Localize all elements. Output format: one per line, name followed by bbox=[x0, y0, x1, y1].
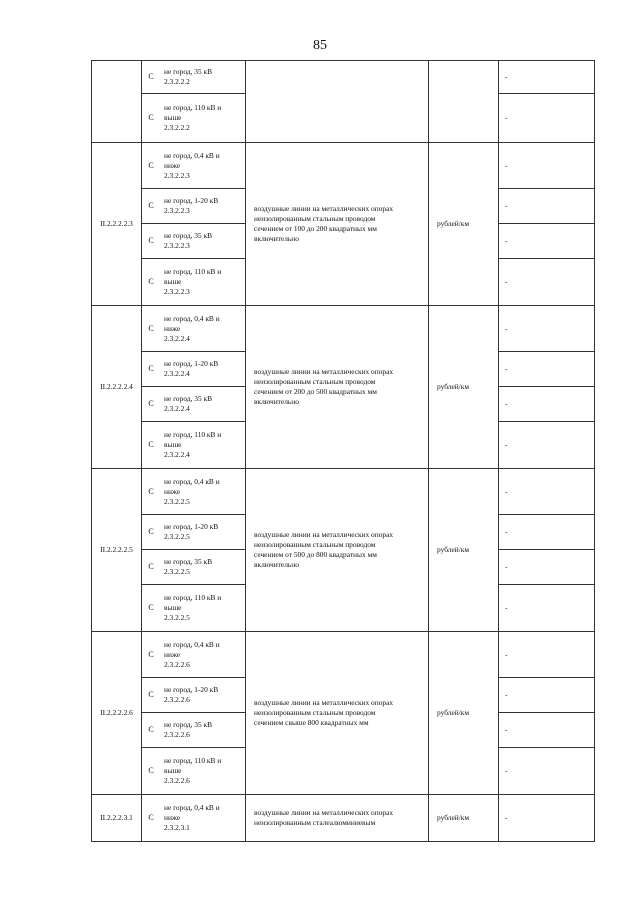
subtype-label: не город, 35 кВ 2.3.2.2.4 bbox=[164, 394, 213, 413]
subtype-letter: С bbox=[148, 725, 154, 734]
subtype-label: не город, 1-20 кВ 2.3.2.2.5 bbox=[164, 522, 219, 541]
unit-cell: рублей/км bbox=[429, 306, 499, 469]
code-cell: II.2.2.2.2.6 bbox=[92, 632, 142, 795]
value-cell: - bbox=[499, 795, 595, 842]
subtype-label: не город, 35 кВ 2.3.2.2.5 bbox=[164, 557, 213, 576]
value-cell: - bbox=[499, 422, 595, 469]
subtype-cell bbox=[142, 469, 246, 515]
subtype-letter: С bbox=[148, 766, 154, 775]
subtype-cell bbox=[142, 352, 246, 387]
subtype-cell bbox=[142, 795, 246, 842]
code-cell: II.2.2.2.2.5 bbox=[92, 469, 142, 632]
value-cell: - bbox=[499, 387, 595, 422]
table-row bbox=[92, 795, 595, 842]
subtype-letter: С bbox=[148, 527, 154, 536]
subtype-label: не город, 0,4 кВ и ниже 2.3.2.2.4 bbox=[164, 313, 220, 343]
subtype-letter: С bbox=[148, 603, 154, 612]
value-cell: - bbox=[499, 678, 595, 713]
subtype-label: не город, 1-20 кВ 2.3.2.2.4 bbox=[164, 359, 219, 378]
value-cell: - bbox=[499, 143, 595, 189]
subtype-label: не город, 0,4 кВ и ниже 2.3.2.2.5 bbox=[164, 476, 220, 506]
subtype-cell bbox=[142, 189, 246, 224]
value-cell: - bbox=[499, 259, 595, 306]
subtype-letter: С bbox=[148, 201, 154, 210]
description-cell: воздушные линии на металлических опорах неизолированным сталеалюминиевым bbox=[246, 795, 429, 842]
subtype-label: не город, 110 кВ и выше 2.3.2.2.2 bbox=[164, 103, 222, 132]
code-cell: II.2.2.2.2.3 bbox=[92, 143, 142, 306]
value-cell: - bbox=[499, 352, 595, 387]
subtype-letter: С bbox=[148, 277, 154, 286]
page-number: 85 bbox=[313, 38, 327, 53]
value-cell: - bbox=[499, 189, 595, 224]
subtype-label: не город, 35 кВ 2.3.2.2.6 bbox=[164, 720, 213, 739]
value-cell: - bbox=[499, 61, 595, 94]
value-cell: - bbox=[499, 306, 595, 352]
value-cell: - bbox=[499, 224, 595, 259]
subtype-letter: С bbox=[148, 399, 154, 408]
description-cell: воздушные линии на металлических опорах неизолированным стальным проводом сечением от 200 до 500 квадратных мм включительно bbox=[246, 306, 429, 469]
subtype-letter: С bbox=[148, 364, 154, 373]
code-cell bbox=[92, 61, 142, 143]
description-cell: воздушные линии на металлических опорах неизолированным стальным проводом сечением свыше 800 квадратных мм bbox=[246, 632, 429, 795]
tariff-table bbox=[91, 60, 595, 842]
subtype-cell bbox=[142, 515, 246, 550]
subtype-letter: С bbox=[148, 236, 154, 245]
subtype-cell bbox=[142, 422, 246, 469]
subtype-label: не город, 110 кВ и выше 2.3.2.2.6 bbox=[164, 756, 222, 785]
value-cell: - bbox=[499, 515, 595, 550]
subtype-cell bbox=[142, 713, 246, 748]
value-cell: - bbox=[499, 550, 595, 585]
unit-cell bbox=[429, 61, 499, 143]
subtype-label: не город, 110 кВ и выше 2.3.2.2.4 bbox=[164, 430, 222, 459]
unit-cell: рублей/км bbox=[429, 469, 499, 632]
subtype-cell bbox=[142, 387, 246, 422]
subtype-label: не город, 35 кВ 2.3.2.2.2 bbox=[164, 67, 213, 86]
description-cell: воздушные линии на металлических опорах неизолированным стальным проводом сечением от 500 до 800 квадратных мм включительно bbox=[246, 469, 429, 632]
subtype-cell bbox=[142, 224, 246, 259]
subtype-cell bbox=[142, 143, 246, 189]
subtype-label: не город, 0,4 кВ и ниже 2.3.2.2.3 bbox=[164, 150, 220, 180]
subtype-letter: С bbox=[148, 440, 154, 449]
table-row bbox=[92, 61, 595, 94]
subtype-label: не город, 35 кВ 2.3.2.2.3 bbox=[164, 231, 213, 250]
subtype-label: не город, 0,4 кВ и ниже 2.3.2.3.1 bbox=[164, 803, 220, 832]
subtype-cell bbox=[142, 61, 246, 94]
value-cell: - bbox=[499, 469, 595, 515]
table-row bbox=[92, 469, 595, 515]
table-row bbox=[92, 143, 595, 189]
subtype-cell bbox=[142, 678, 246, 713]
subtype-letter: С bbox=[148, 72, 154, 81]
value-cell: - bbox=[499, 585, 595, 632]
subtype-cell bbox=[142, 550, 246, 585]
value-cell: - bbox=[499, 632, 595, 678]
value-cell: - bbox=[499, 713, 595, 748]
subtype-cell bbox=[142, 94, 246, 143]
subtype-label: не город, 1-20 кВ 2.3.2.2.6 bbox=[164, 685, 219, 704]
subtype-letter: С bbox=[148, 690, 154, 699]
subtype-label: не город, 110 кВ и выше 2.3.2.2.5 bbox=[164, 593, 222, 622]
subtype-cell bbox=[142, 306, 246, 352]
unit-cell: рублей/км bbox=[429, 143, 499, 306]
subtype-letter: С bbox=[148, 160, 154, 170]
unit-cell: рублей/км bbox=[429, 632, 499, 795]
subtype-label: не город, 0,4 кВ и ниже 2.3.2.2.6 bbox=[164, 639, 220, 669]
subtype-letter: С bbox=[148, 113, 154, 122]
code-cell: II.2.2.2.3.1 bbox=[92, 795, 142, 842]
subtype-letter: С bbox=[148, 649, 154, 659]
description-cell bbox=[246, 61, 429, 143]
value-cell: - bbox=[499, 94, 595, 143]
unit-cell: рублей/км bbox=[429, 795, 499, 842]
subtype-label: не город, 1-20 кВ 2.3.2.2.3 bbox=[164, 196, 219, 215]
subtype-label: не город, 110 кВ и выше 2.3.2.2.3 bbox=[164, 267, 222, 296]
table-row bbox=[92, 306, 595, 352]
subtype-letter: С bbox=[148, 323, 154, 333]
subtype-letter: С bbox=[148, 562, 154, 571]
subtype-cell bbox=[142, 259, 246, 306]
code-cell: II.2.2.2.2.4 bbox=[92, 306, 142, 469]
subtype-letter: С bbox=[148, 813, 154, 822]
subtype-cell bbox=[142, 632, 246, 678]
value-cell: - bbox=[499, 748, 595, 795]
description-cell: воздушные линии на металлических опорах неизолированным стальным проводом сечением от 100 до 200 квадратных мм включительно bbox=[246, 143, 429, 306]
subtype-letter: С bbox=[148, 486, 154, 496]
subtype-cell bbox=[142, 585, 246, 632]
subtype-cell bbox=[142, 748, 246, 795]
table-row bbox=[92, 632, 595, 678]
